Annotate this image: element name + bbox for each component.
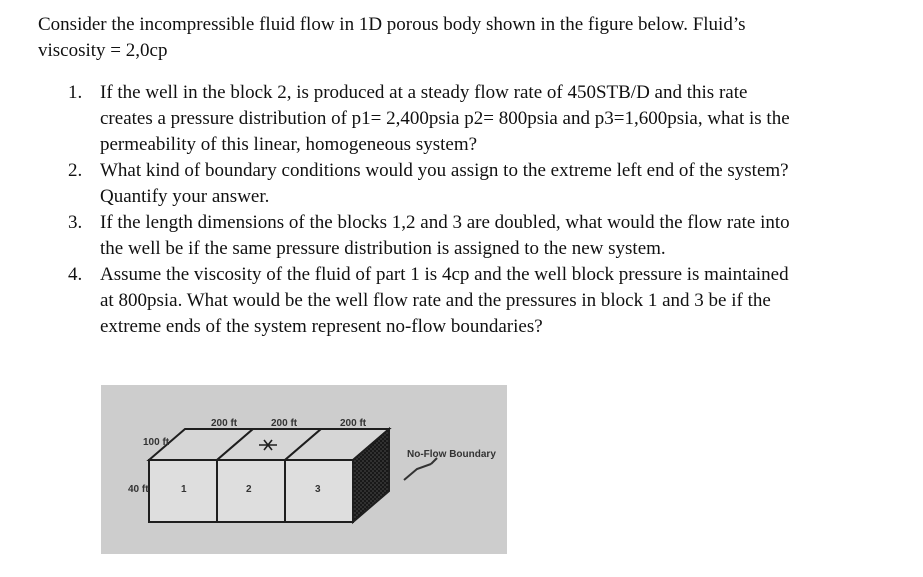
question-line: at 800psia. What would be the well flow rate and the pressures in block 1 and 3 be if the: [100, 290, 771, 311]
question-item: [64, 80, 854, 158]
question-number: 3.: [68, 212, 83, 233]
porous-body-figure: [101, 385, 507, 554]
intro-line-2: viscosity = 2,0cp: [38, 40, 168, 61]
no-flow-boundary-label: No-Flow Boundary: [407, 449, 496, 460]
block-diagram: [101, 385, 507, 554]
block-number-2: 2: [246, 484, 252, 495]
block-number-1: 1: [181, 484, 187, 495]
question-number: 4.: [68, 264, 83, 285]
question-line: extreme ends of the system represent no-flow boundaries?: [100, 316, 543, 337]
question-line: If the well in the block 2, is produced at a steady flow rate of 450STB/D and this rate: [100, 82, 748, 103]
question-item: [64, 262, 854, 340]
question-line: creates a pressure distribution of p1= 2,400psia p2= 800psia and p3=1,600psia, what is the: [100, 108, 790, 129]
block-length-label-1: 200 ft: [211, 418, 238, 429]
intro-line-1: Consider the incompressible fluid flow in 1D porous body shown in the figure below. Fluid’s: [38, 14, 746, 35]
block-number-3: 3: [315, 484, 321, 495]
question-line: If the length dimensions of the blocks 1,2 and 3 are doubled, what would the flow rate into: [100, 212, 790, 233]
block-width-label: 100 ft: [143, 437, 170, 448]
question-line: Quantify your answer.: [100, 186, 270, 207]
question-list: [64, 80, 854, 340]
block-height-label: 40 ft: [128, 484, 149, 495]
question-number: 1.: [68, 82, 83, 103]
block-length-label-3: 200 ft: [340, 418, 367, 429]
boundary-arrow: [404, 458, 437, 480]
problem-intro: [38, 12, 858, 64]
question-line: Assume the viscosity of the fluid of part 1 is 4cp and the well block pressure is maintained: [100, 264, 789, 285]
block-length-label-2: 200 ft: [271, 418, 298, 429]
question-item: [64, 210, 854, 262]
question-number: 2.: [68, 160, 83, 181]
question-item: [64, 158, 854, 210]
question-line: the well be if the same pressure distribution is assigned to the new system.: [100, 238, 666, 259]
question-line: What kind of boundary conditions would you assign to the extreme left end of the system?: [100, 160, 789, 181]
question-line: permeability of this linear, homogeneous system?: [100, 134, 478, 155]
